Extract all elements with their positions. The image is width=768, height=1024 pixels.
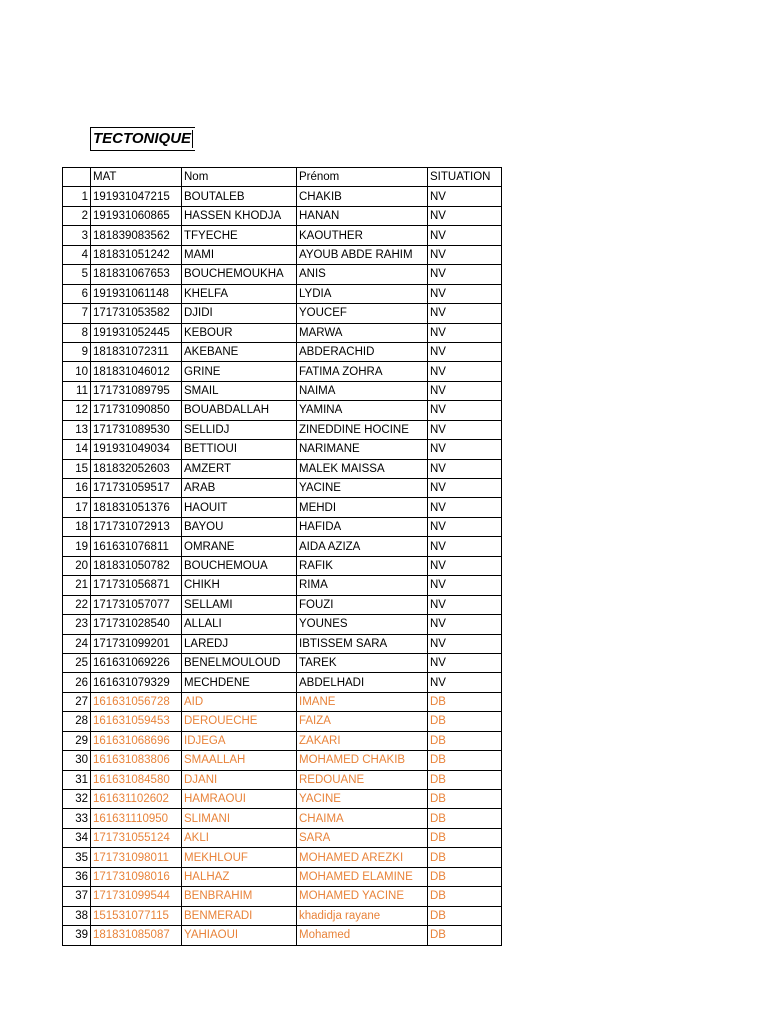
row-index: 32 (63, 790, 91, 809)
row-mat: 181831046012 (91, 362, 182, 381)
row-nom: SMAALLAH (182, 751, 297, 770)
row-nom: HASSEN KHODJA (182, 206, 297, 225)
table-row (63, 362, 502, 381)
row-situation: NV (428, 634, 502, 653)
table-row (63, 556, 502, 575)
row-prenom: MALEK MAISSA (297, 459, 428, 478)
row-situation: DB (428, 731, 502, 750)
row-nom: LAREDJ (182, 634, 297, 653)
row-prenom: FOUZI (297, 595, 428, 614)
table-body (63, 168, 502, 946)
row-mat: 181831050782 (91, 556, 182, 575)
table-row (63, 887, 502, 906)
row-mat: 161631056728 (91, 692, 182, 711)
row-mat: 171731098016 (91, 867, 182, 886)
row-situation: NV (428, 304, 502, 323)
row-prenom: MOHAMED CHAKIB (297, 751, 428, 770)
row-prenom: KAOUTHER (297, 226, 428, 245)
table-row (63, 265, 502, 284)
row-mat: 171731057077 (91, 595, 182, 614)
row-index: 36 (63, 867, 91, 886)
row-index: 2 (63, 206, 91, 225)
row-nom: AKLI (182, 828, 297, 847)
row-prenom: AYOUB ABDE RAHIM (297, 245, 428, 264)
table-row (63, 401, 502, 420)
document-title: TECTONIQUE (90, 127, 195, 151)
row-index: 23 (63, 615, 91, 634)
row-prenom: HANAN (297, 206, 428, 225)
row-situation: DB (428, 848, 502, 867)
table-row (63, 731, 502, 750)
row-mat: 171731059517 (91, 479, 182, 498)
table-row (63, 790, 502, 809)
row-mat: 181839083562 (91, 226, 182, 245)
row-nom: BENELMOULOUD (182, 653, 297, 672)
table-row (63, 673, 502, 692)
table-row (63, 809, 502, 828)
row-index: 21 (63, 576, 91, 595)
row-index: 38 (63, 906, 91, 925)
row-index: 25 (63, 653, 91, 672)
table-row (63, 770, 502, 789)
row-prenom: MOHAMED AREZKI (297, 848, 428, 867)
row-prenom: YAMINA (297, 401, 428, 420)
row-prenom: REDOUANE (297, 770, 428, 789)
row-index: 3 (63, 226, 91, 245)
row-nom: AID (182, 692, 297, 711)
row-situation: NV (428, 284, 502, 303)
table-row (63, 245, 502, 264)
table-row (63, 206, 502, 225)
row-nom: CHIKH (182, 576, 297, 595)
row-mat: 161631068696 (91, 731, 182, 750)
row-index: 16 (63, 479, 91, 498)
table-row (63, 848, 502, 867)
row-situation: NV (428, 362, 502, 381)
row-index: 28 (63, 712, 91, 731)
row-mat: 181831067653 (91, 265, 182, 284)
row-index: 27 (63, 692, 91, 711)
row-mat: 191931047215 (91, 187, 182, 206)
row-prenom: FAIZA (297, 712, 428, 731)
row-situation: NV (428, 342, 502, 361)
row-nom: AMZERT (182, 459, 297, 478)
row-situation: NV (428, 381, 502, 400)
row-nom: MEKHLOUF (182, 848, 297, 867)
row-prenom: CHAKIB (297, 187, 428, 206)
row-mat: 191931060865 (91, 206, 182, 225)
row-index: 24 (63, 634, 91, 653)
row-nom: KEBOUR (182, 323, 297, 342)
row-nom: OMRANE (182, 537, 297, 556)
row-prenom: ANIS (297, 265, 428, 284)
row-index: 4 (63, 245, 91, 264)
row-nom: HAMRAOUI (182, 790, 297, 809)
row-nom: BENMERADI (182, 906, 297, 925)
row-mat: 161631110950 (91, 809, 182, 828)
row-mat: 171731028540 (91, 615, 182, 634)
table-row (63, 906, 502, 925)
row-prenom: IMANE (297, 692, 428, 711)
table-row (63, 342, 502, 361)
table-row (63, 517, 502, 536)
row-mat: 191931061148 (91, 284, 182, 303)
row-index: 15 (63, 459, 91, 478)
row-situation: DB (428, 712, 502, 731)
row-mat: 181831051242 (91, 245, 182, 264)
row-situation: DB (428, 906, 502, 925)
header-index (63, 168, 91, 187)
header-situation: SITUATION (428, 168, 502, 187)
row-nom: SMAIL (182, 381, 297, 400)
row-nom: AKEBANE (182, 342, 297, 361)
row-prenom: FATIMA ZOHRA (297, 362, 428, 381)
row-mat: 151531077115 (91, 906, 182, 925)
table-row (63, 187, 502, 206)
row-nom: IDJEGA (182, 731, 297, 750)
row-index: 22 (63, 595, 91, 614)
table-row (63, 926, 502, 945)
row-nom: ALLALI (182, 615, 297, 634)
row-situation: DB (428, 926, 502, 945)
row-mat: 161631102602 (91, 790, 182, 809)
row-nom: HALHAZ (182, 867, 297, 886)
row-nom: KHELFA (182, 284, 297, 303)
row-index: 19 (63, 537, 91, 556)
row-prenom: ABDELHADI (297, 673, 428, 692)
row-situation: DB (428, 828, 502, 847)
student-table (62, 167, 502, 946)
row-prenom: LYDIA (297, 284, 428, 303)
row-mat: 161631083806 (91, 751, 182, 770)
row-index: 33 (63, 809, 91, 828)
row-mat: 181832052603 (91, 459, 182, 478)
row-situation: NV (428, 479, 502, 498)
row-nom: DEROUECHE (182, 712, 297, 731)
row-situation: DB (428, 751, 502, 770)
row-prenom: Mohamed (297, 926, 428, 945)
row-prenom: ZAKARI (297, 731, 428, 750)
row-situation: NV (428, 323, 502, 342)
table-row (63, 712, 502, 731)
row-nom: BAYOU (182, 517, 297, 536)
row-index: 14 (63, 440, 91, 459)
row-nom: TFYECHE (182, 226, 297, 245)
row-mat: 161631059453 (91, 712, 182, 731)
row-prenom: SARA (297, 828, 428, 847)
row-mat: 171731098011 (91, 848, 182, 867)
row-prenom: MOHAMED YACINE (297, 887, 428, 906)
row-nom: BENBRAHIM (182, 887, 297, 906)
table-row (63, 479, 502, 498)
row-nom: DJIDI (182, 304, 297, 323)
row-index: 10 (63, 362, 91, 381)
row-nom: BOUTALEB (182, 187, 297, 206)
row-prenom: TAREK (297, 653, 428, 672)
row-mat: 191931052445 (91, 323, 182, 342)
table-row (63, 634, 502, 653)
header-mat: MAT (91, 168, 182, 187)
row-situation: NV (428, 459, 502, 478)
row-prenom: NARIMANE (297, 440, 428, 459)
table-header-row (63, 168, 502, 187)
table-row (63, 440, 502, 459)
row-index: 7 (63, 304, 91, 323)
row-index: 34 (63, 828, 91, 847)
row-mat: 161631084580 (91, 770, 182, 789)
row-prenom: khadidja rayane (297, 906, 428, 925)
row-index: 6 (63, 284, 91, 303)
row-index: 1 (63, 187, 91, 206)
row-index: 30 (63, 751, 91, 770)
row-prenom: YOUCEF (297, 304, 428, 323)
row-nom: BOUCHEMOUKHA (182, 265, 297, 284)
row-prenom: YACINE (297, 479, 428, 498)
header-prenom: Prénom (297, 168, 428, 187)
row-mat: 171731099201 (91, 634, 182, 653)
table-row (63, 459, 502, 478)
row-situation: DB (428, 770, 502, 789)
row-mat: 181831085087 (91, 926, 182, 945)
row-prenom: MARWA (297, 323, 428, 342)
row-prenom: ABDERACHID (297, 342, 428, 361)
table-row (63, 653, 502, 672)
row-situation: NV (428, 673, 502, 692)
row-prenom: RIMA (297, 576, 428, 595)
row-situation: DB (428, 809, 502, 828)
row-nom: ARAB (182, 479, 297, 498)
row-mat: 171731089530 (91, 420, 182, 439)
table-row (63, 867, 502, 886)
row-mat: 171731055124 (91, 828, 182, 847)
row-situation: NV (428, 517, 502, 536)
table-row (63, 420, 502, 439)
row-index: 17 (63, 498, 91, 517)
row-index: 35 (63, 848, 91, 867)
text-cursor (192, 130, 193, 148)
table-row (63, 284, 502, 303)
row-nom: BETTIOUI (182, 440, 297, 459)
row-prenom: NAIMA (297, 381, 428, 400)
row-situation: NV (428, 653, 502, 672)
row-mat: 171731089795 (91, 381, 182, 400)
table-row (63, 323, 502, 342)
row-prenom: HAFIDA (297, 517, 428, 536)
row-situation: NV (428, 187, 502, 206)
row-situation: NV (428, 206, 502, 225)
row-nom: DJANI (182, 770, 297, 789)
table-row (63, 226, 502, 245)
row-mat: 171731056871 (91, 576, 182, 595)
row-prenom: MOHAMED ELAMINE (297, 867, 428, 886)
row-mat: 181831051376 (91, 498, 182, 517)
row-prenom: YACINE (297, 790, 428, 809)
header-nom: Nom (182, 168, 297, 187)
row-nom: SELLAMI (182, 595, 297, 614)
table-row (63, 498, 502, 517)
row-index: 8 (63, 323, 91, 342)
row-index: 18 (63, 517, 91, 536)
row-index: 29 (63, 731, 91, 750)
row-nom: SELLIDJ (182, 420, 297, 439)
row-prenom: AIDA AZIZA (297, 537, 428, 556)
row-prenom: RAFIK (297, 556, 428, 575)
row-situation: NV (428, 226, 502, 245)
row-nom: MAMI (182, 245, 297, 264)
row-mat: 181831072311 (91, 342, 182, 361)
row-mat: 161631079329 (91, 673, 182, 692)
row-index: 39 (63, 926, 91, 945)
row-index: 31 (63, 770, 91, 789)
row-index: 5 (63, 265, 91, 284)
table-row (63, 576, 502, 595)
table-row (63, 595, 502, 614)
row-prenom: ZINEDDINE HOCINE (297, 420, 428, 439)
row-prenom: IBTISSEM SARA (297, 634, 428, 653)
row-situation: NV (428, 537, 502, 556)
row-prenom: YOUNES (297, 615, 428, 634)
row-situation: DB (428, 887, 502, 906)
row-nom: GRINE (182, 362, 297, 381)
row-index: 13 (63, 420, 91, 439)
table-row (63, 751, 502, 770)
row-situation: NV (428, 595, 502, 614)
row-mat: 161631076811 (91, 537, 182, 556)
row-index: 37 (63, 887, 91, 906)
row-index: 26 (63, 673, 91, 692)
table-row (63, 537, 502, 556)
row-index: 20 (63, 556, 91, 575)
row-nom: MECHDENE (182, 673, 297, 692)
table-row (63, 304, 502, 323)
row-situation: NV (428, 401, 502, 420)
row-mat: 191931049034 (91, 440, 182, 459)
row-nom: BOUCHEMOUA (182, 556, 297, 575)
row-mat: 171731053582 (91, 304, 182, 323)
table-row (63, 381, 502, 400)
row-nom: HAOUIT (182, 498, 297, 517)
row-index: 9 (63, 342, 91, 361)
table-row (63, 615, 502, 634)
row-situation: NV (428, 440, 502, 459)
row-situation: NV (428, 420, 502, 439)
row-situation: NV (428, 265, 502, 284)
row-situation: DB (428, 867, 502, 886)
table-row (63, 828, 502, 847)
row-index: 11 (63, 381, 91, 400)
row-mat: 171731090850 (91, 401, 182, 420)
row-index: 12 (63, 401, 91, 420)
row-situation: NV (428, 556, 502, 575)
row-nom: SLIMANI (182, 809, 297, 828)
row-mat: 171731072913 (91, 517, 182, 536)
row-situation: NV (428, 245, 502, 264)
row-mat: 161631069226 (91, 653, 182, 672)
row-situation: DB (428, 692, 502, 711)
row-nom: BOUABDALLAH (182, 401, 297, 420)
table-row (63, 692, 502, 711)
row-prenom: CHAIMA (297, 809, 428, 828)
row-situation: DB (428, 790, 502, 809)
row-situation: NV (428, 615, 502, 634)
row-situation: NV (428, 576, 502, 595)
row-prenom: MEHDI (297, 498, 428, 517)
row-situation: NV (428, 498, 502, 517)
row-mat: 171731099544 (91, 887, 182, 906)
row-nom: YAHIAOUI (182, 926, 297, 945)
